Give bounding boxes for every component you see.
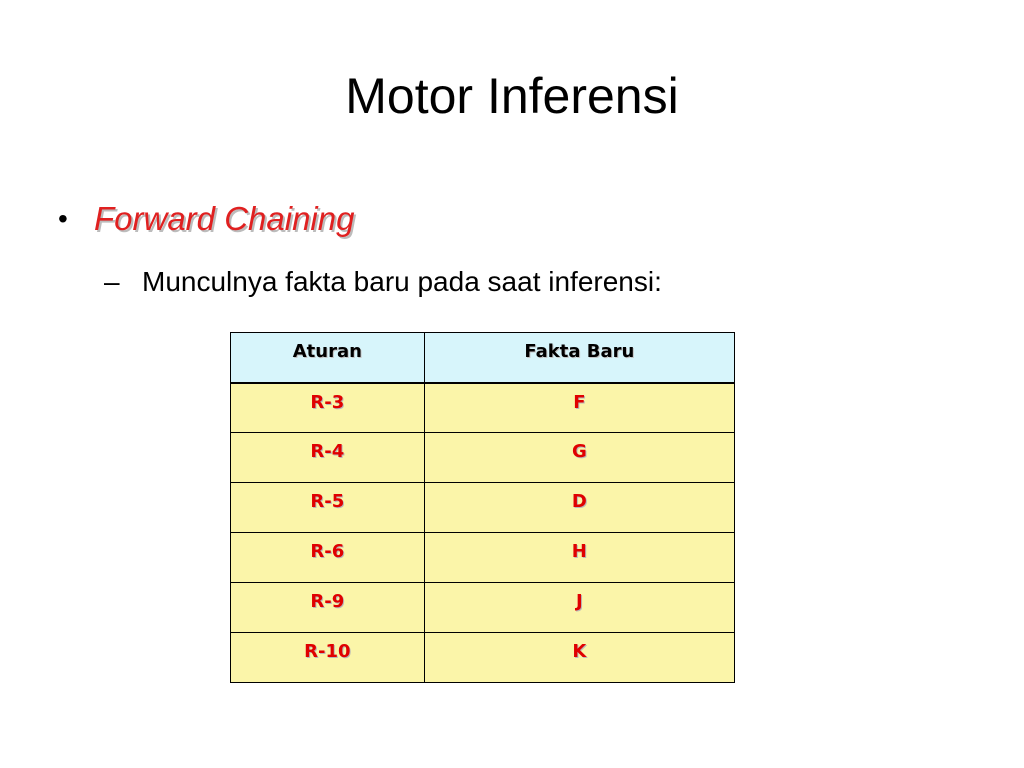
table-row [231,633,735,683]
sub-bullet-item [104,262,662,302]
table-row [231,383,735,433]
header-aturan: Aturan [231,333,425,383]
cell-aturan: R-3 [231,383,425,433]
dash-icon: – [104,266,120,297]
cell-fakta: G [424,433,734,483]
cell-aturan: R-10 [231,633,425,683]
cell-aturan: R-5 [231,483,425,533]
bullet-dot-icon: • [58,203,68,234]
facts-table [230,332,735,683]
cell-fakta: K [424,633,734,683]
table-row [231,583,735,633]
cell-fakta: H [424,533,734,583]
cell-aturan: R-6 [231,533,425,583]
bullet-text: Forward Chaining [94,200,355,237]
table-row [231,533,735,583]
bullet-item [58,196,354,242]
table-row [231,433,735,483]
slide-title: Motor Inferensi [345,68,679,124]
cell-fakta: F [424,383,734,433]
cell-aturan: R-4 [231,433,425,483]
header-fakta-baru: Fakta Baru [424,333,734,383]
cell-aturan: R-9 [231,583,425,633]
table-header-row [231,333,735,383]
cell-fakta: D [424,483,734,533]
table-row [231,483,735,533]
sub-bullet-text: Munculnya fakta baru pada saat inferensi: [142,266,662,297]
cell-fakta: J [424,583,734,633]
